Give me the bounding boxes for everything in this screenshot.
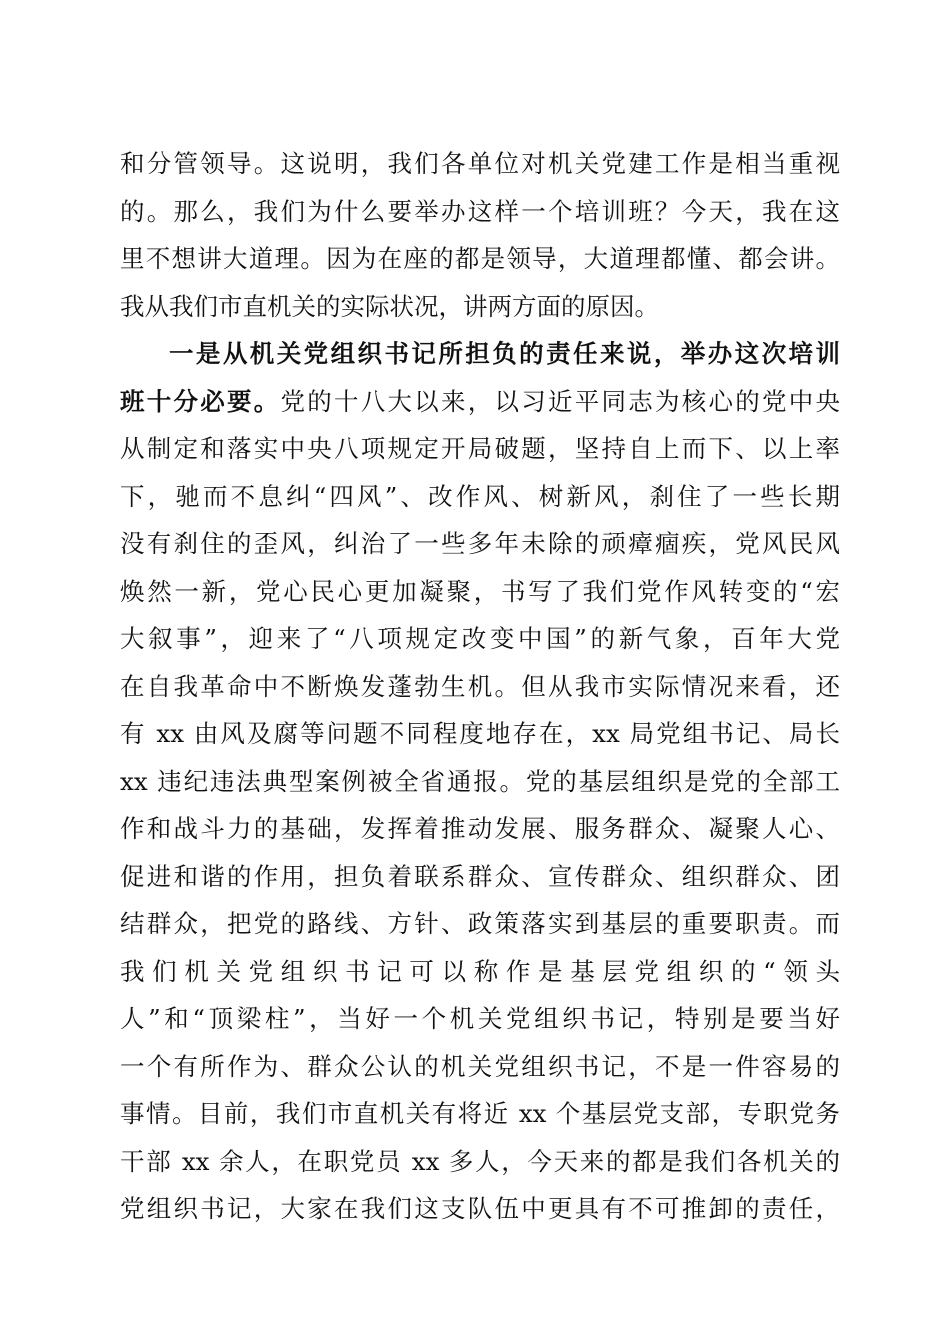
text-line-13 (120, 710, 840, 758)
text-line-19 (120, 995, 840, 1043)
text-line-22 (120, 1138, 840, 1186)
text-segment: 事情。目前，我们市直机关有将近 xx 个基层党支部，专职党务 (120, 1099, 840, 1128)
text-line-10 (120, 568, 840, 616)
text-line-23 (120, 1185, 840, 1233)
body-text (120, 140, 840, 1233)
text-line-4 (120, 283, 840, 331)
text-segment: 和分管领导。这说明，我们各单位对机关党建工作是相当重视 (120, 149, 840, 178)
text-line-11 (120, 615, 840, 663)
text-line-14 (120, 758, 840, 806)
text-line-16 (120, 853, 840, 901)
text-segment: 我们机关党组织书记可以称作是基层党组织的“领头 (120, 956, 840, 986)
text-line-18 (120, 948, 840, 996)
text-line-7 (120, 425, 840, 473)
text-segment: 里不想讲大道理。因为在座的都是领导，大道理都懂、都会讲。 (120, 244, 840, 273)
text-segment: 在自我革命中不断焕发蓬勃生机。但从我市实际情况来看，还 (120, 671, 840, 701)
text-segment: 党组织书记，大家在我们这支队伍中更具有不可推卸的责任， (120, 1194, 840, 1223)
text-segment: 结群众，把党的路线、方针、政策落实到基层的重要职责。而 (120, 909, 840, 938)
text-segment: 我从我们市直机关的实际状况，讲两方面的原因。 (120, 291, 659, 321)
text-segment: 人”和“顶梁柱”，当好一个机关党组织书记，特别是要当好 (120, 1004, 840, 1033)
text-line-9 (120, 520, 840, 568)
text-line-17 (120, 900, 840, 948)
text-line-3 (120, 235, 840, 283)
bold-heading-segment: 班十分必要。 (120, 386, 281, 416)
text-line-15 (120, 805, 840, 853)
text-line-6 (120, 378, 840, 426)
text-line-1 (120, 140, 840, 188)
text-line-8 (120, 473, 840, 521)
text-segment: 有 xx 由风及腐等问题不同程度地存在，xx 局党组书记、局长 (120, 719, 840, 748)
text-segment: 大叙事”，迎来了“八项规定改变中国”的新气象，百年大党 (120, 624, 840, 653)
text-segment: 从制定和落实中央八项规定开局破题，坚持自上而下、以上率 (120, 434, 840, 463)
text-segment: 焕然一新，党心民心更加凝聚，书写了我们党作风转变的“宏 (120, 576, 840, 606)
text-segment: 作和战斗力的基础，发挥着推动发展、服务群众、凝聚人心、 (120, 814, 840, 843)
text-line-21 (120, 1090, 840, 1138)
text-segment: 干部 xx 余人，在职党员 xx 多人，今天来的都是我们各机关的 (120, 1146, 840, 1176)
text-line-20 (120, 1043, 840, 1091)
text-line-2 (120, 188, 840, 236)
text-segment: 促进和谐的作用，担负着联系群众、宣传群众、组织群众、团 (120, 861, 840, 891)
text-segment: 下，驰而不息纠“四风”、改作风、树新风，刹住了一些长期 (120, 481, 840, 511)
text-segment: 一个有所作为、群众公认的机关党组织书记，不是一件容易的 (120, 1051, 840, 1081)
bold-heading-segment: 一是从机关党组织书记所担负的责任来说，举办这次培训 (169, 339, 840, 368)
text-segment: 党的十八大以来，以习近平同志为核心的党中央 (280, 386, 840, 416)
text-segment: 没有刹住的歪风，纠治了一些多年未除的顽瘴痼疾，党风民风 (120, 529, 840, 558)
text-line-12 (120, 663, 840, 711)
text-segment: 的。那么，我们为什么要举办这样一个培训班？今天，我在这 (120, 196, 840, 226)
text-line-5 (120, 330, 840, 378)
text-segment: xx 违纪违法典型案例被全省通报。党的基层组织是党的全部工 (120, 766, 840, 796)
